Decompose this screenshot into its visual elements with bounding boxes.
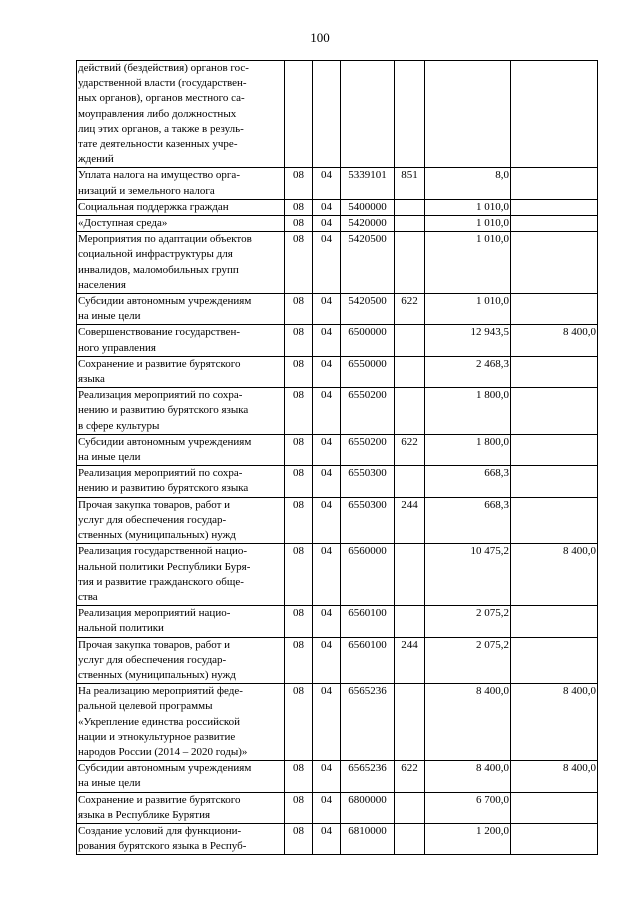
item-name-cell xyxy=(77,61,285,168)
subsection-code-cell xyxy=(313,199,341,215)
federal-amount-cell xyxy=(511,637,598,684)
amount-text: 8,0 xyxy=(495,169,509,182)
amount-text: 668,3 xyxy=(484,467,509,480)
page-number: 100 xyxy=(310,30,330,45)
amount-cell xyxy=(425,544,511,606)
section-code-cell xyxy=(285,434,313,465)
target-item-code-cell xyxy=(341,232,395,294)
section-code-cell xyxy=(285,466,313,497)
target-item-code-cell xyxy=(341,684,395,761)
section-code-text: 08 xyxy=(293,685,304,698)
subsection-code-text: 04 xyxy=(321,824,332,837)
table-row xyxy=(77,823,598,854)
target-item-code-cell xyxy=(341,199,395,215)
table-row xyxy=(77,761,598,792)
section-code-text: 08 xyxy=(293,217,304,230)
expense-type-code-cell xyxy=(395,466,425,497)
table-row xyxy=(77,792,598,823)
amount-cell xyxy=(425,823,511,854)
expense-type-code-cell xyxy=(395,294,425,325)
federal-amount-text: 8 400,0 xyxy=(563,545,596,558)
subsection-code-text: 04 xyxy=(321,498,332,511)
expense-type-code-cell xyxy=(395,684,425,761)
table-row xyxy=(77,544,598,606)
table-row xyxy=(77,356,598,387)
subsection-code-text: 04 xyxy=(321,233,332,246)
amount-text: 1 800,0 xyxy=(476,435,509,448)
section-code-cell xyxy=(285,823,313,854)
subsection-code-cell xyxy=(313,232,341,294)
target-item-code-cell xyxy=(341,388,395,435)
federal-amount-cell xyxy=(511,684,598,761)
target-item-code-text: 6550300 xyxy=(348,498,387,511)
expense-type-code-cell xyxy=(395,325,425,356)
subsection-code-cell xyxy=(313,466,341,497)
subsection-code-text: 04 xyxy=(321,685,332,698)
subsection-code-cell xyxy=(313,637,341,684)
expense-type-code-cell xyxy=(395,497,425,544)
item-name-text: Прочая закупка товаров, работ и услуг для обеспечения государ- ственных (муниципальных) нужд xyxy=(78,498,236,542)
federal-amount-cell xyxy=(511,168,598,199)
section-code-cell xyxy=(285,792,313,823)
item-name-text: Прочая закупка товаров, работ и услуг для обеспечения государ- ственных (муниципальных) нужд xyxy=(78,638,236,681)
expense-type-code-text: 622 xyxy=(401,762,418,775)
subsection-code-cell xyxy=(313,356,341,387)
section-code-cell xyxy=(285,761,313,792)
section-code-text: 08 xyxy=(293,545,304,558)
section-code-cell xyxy=(285,544,313,606)
amount-text: 2 075,2 xyxy=(476,607,509,620)
expense-type-code-cell xyxy=(395,356,425,387)
subsection-code-cell xyxy=(313,216,341,232)
subsection-code-text: 04 xyxy=(321,793,332,806)
target-item-code-cell xyxy=(341,792,395,823)
section-code-text: 08 xyxy=(293,793,304,806)
table-row xyxy=(77,325,598,356)
table-row xyxy=(77,466,598,497)
amount-cell xyxy=(425,61,511,168)
subsection-code-cell xyxy=(313,792,341,823)
federal-amount-cell xyxy=(511,199,598,215)
section-code-cell xyxy=(285,325,313,356)
table-row xyxy=(77,61,598,168)
section-code-text: 08 xyxy=(293,607,304,620)
section-code-text: 08 xyxy=(293,498,304,511)
amount-text: 12 943,5 xyxy=(470,326,509,339)
amount-text: 2 468,3 xyxy=(476,357,509,370)
amount-cell xyxy=(425,434,511,465)
amount-text: 6 700,0 xyxy=(476,793,509,806)
target-item-code-text: 6565236 xyxy=(348,685,387,698)
target-item-code-cell xyxy=(341,216,395,232)
item-name-cell xyxy=(77,388,285,435)
target-item-code-cell xyxy=(341,434,395,465)
target-item-code-cell xyxy=(341,294,395,325)
item-name-text: Субсидии автономным учреждениям на иные цели xyxy=(78,435,252,464)
amount-text: 1 200,0 xyxy=(476,824,509,837)
table-row xyxy=(77,637,598,684)
federal-amount-cell xyxy=(511,388,598,435)
target-item-code-cell xyxy=(341,637,395,684)
section-code-cell xyxy=(285,168,313,199)
amount-cell xyxy=(425,294,511,325)
item-name-text: Реализация мероприятий нацио- нальной политики xyxy=(78,607,231,635)
target-item-code-text: 6800000 xyxy=(348,793,387,806)
amount-cell xyxy=(425,792,511,823)
subsection-code-text: 04 xyxy=(321,295,332,308)
expense-type-code-cell xyxy=(395,792,425,823)
item-name-cell xyxy=(77,606,285,637)
amount-cell xyxy=(425,637,511,684)
subsection-code-cell xyxy=(313,434,341,465)
item-name-cell xyxy=(77,466,285,497)
target-item-code-cell xyxy=(341,168,395,199)
target-item-code-text: 6550300 xyxy=(348,467,387,480)
amount-cell xyxy=(425,684,511,761)
section-code-cell xyxy=(285,61,313,168)
amount-cell xyxy=(425,325,511,356)
expense-type-code-cell xyxy=(395,199,425,215)
amount-text: 8 400,0 xyxy=(476,685,509,698)
federal-amount-cell xyxy=(511,606,598,637)
target-item-code-text: 6810000 xyxy=(348,824,387,837)
target-item-code-text: 5420000 xyxy=(348,217,387,230)
amount-cell xyxy=(425,216,511,232)
item-name-text: Уплата налога на имущество орга- низаций и земельного налога xyxy=(78,169,240,197)
subsection-code-text: 04 xyxy=(321,389,332,402)
subsection-code-text: 04 xyxy=(321,200,332,213)
expense-type-code-cell xyxy=(395,434,425,465)
target-item-code-text: 6560000 xyxy=(348,545,387,558)
item-name-text: Реализация мероприятий по сохра- нению и развитию бурятского языка в сфере культуры xyxy=(78,389,249,432)
table-row xyxy=(77,199,598,215)
item-name-cell xyxy=(77,294,285,325)
subsection-code-cell xyxy=(313,61,341,168)
target-item-code-cell xyxy=(341,356,395,387)
section-code-cell xyxy=(285,637,313,684)
federal-amount-cell xyxy=(511,325,598,356)
subsection-code-cell xyxy=(313,823,341,854)
federal-amount-cell xyxy=(511,232,598,294)
section-code-cell xyxy=(285,684,313,761)
item-name-text: Субсидии автономным учреждениям на иные цели xyxy=(78,762,252,790)
amount-text: 1 010,0 xyxy=(476,217,509,230)
subsection-code-cell xyxy=(313,684,341,761)
item-name-cell xyxy=(77,497,285,544)
subsection-code-text: 04 xyxy=(321,326,332,339)
subsection-code-text: 04 xyxy=(321,435,332,448)
section-code-cell xyxy=(285,356,313,387)
section-code-text: 08 xyxy=(293,200,304,213)
table-row xyxy=(77,684,598,761)
section-code-cell xyxy=(285,606,313,637)
item-name-text: На реализацию мероприятий феде- ральной целевой программы «Укрепление единства российской нации и этнокультурное развитие народов России (2014 – 2020 годы)» xyxy=(78,685,248,758)
federal-amount-cell xyxy=(511,792,598,823)
section-code-text: 08 xyxy=(293,435,304,448)
item-name-cell xyxy=(77,216,285,232)
section-code-cell xyxy=(285,199,313,215)
table-row xyxy=(77,168,598,199)
section-code-cell xyxy=(285,216,313,232)
target-item-code-text: 6560100 xyxy=(348,607,387,620)
expense-type-code-cell xyxy=(395,168,425,199)
amount-cell xyxy=(425,466,511,497)
section-code-text: 08 xyxy=(293,389,304,402)
expense-type-code-cell xyxy=(395,388,425,435)
target-item-code-cell xyxy=(341,544,395,606)
section-code-cell xyxy=(285,294,313,325)
table-row xyxy=(77,232,598,294)
expense-type-code-text: 851 xyxy=(401,169,418,182)
amount-text: 1 010,0 xyxy=(476,200,509,213)
target-item-code-text: 5400000 xyxy=(348,200,387,213)
amount-cell xyxy=(425,497,511,544)
table-row xyxy=(77,497,598,544)
expense-type-code-text: 244 xyxy=(401,638,418,651)
section-code-text: 08 xyxy=(293,638,304,651)
target-item-code-cell xyxy=(341,61,395,168)
item-name-cell xyxy=(77,544,285,606)
amount-text: 10 475,2 xyxy=(470,545,509,558)
expense-type-code-cell xyxy=(395,544,425,606)
federal-amount-cell xyxy=(511,294,598,325)
subsection-code-cell xyxy=(313,325,341,356)
item-name-text: Реализация мероприятий по сохра- нению и развитию бурятского языка xyxy=(78,467,249,495)
item-name-cell xyxy=(77,637,285,684)
section-code-cell xyxy=(285,388,313,435)
amount-text: 1 800,0 xyxy=(476,389,509,402)
subsection-code-cell xyxy=(313,761,341,792)
subsection-code-cell xyxy=(313,497,341,544)
table-row xyxy=(77,388,598,435)
subsection-code-cell xyxy=(313,544,341,606)
item-name-text: Совершенствование государствен- ного управления xyxy=(78,326,241,354)
expense-type-code-cell xyxy=(395,216,425,232)
item-name-text: Мероприятия по адаптации объектов социальной инфраструктуры для инвалидов, маломобильных групп населения xyxy=(78,233,252,291)
item-name-cell xyxy=(77,168,285,199)
federal-amount-text: 8 400,0 xyxy=(563,326,596,339)
item-name-text: Сохранение и развитие бурятского языка в Республике Бурятия xyxy=(78,793,241,821)
federal-amount-cell xyxy=(511,356,598,387)
expense-type-code-cell xyxy=(395,61,425,168)
expense-type-code-cell xyxy=(395,606,425,637)
target-item-code-text: 6550200 xyxy=(348,389,387,402)
item-name-cell xyxy=(77,232,285,294)
item-name-cell xyxy=(77,199,285,215)
section-code-cell xyxy=(285,232,313,294)
federal-amount-cell xyxy=(511,761,598,792)
item-name-text: действий (бездействия) органов гос- ударственной власти (государствен- ных органов), органов местного са- моуправления либо должностных лиц этих органов, а также в резуль- тате деятельности казенных учре- ждений xyxy=(78,62,249,166)
amount-text: 1 010,0 xyxy=(476,295,509,308)
federal-amount-text: 8 400,0 xyxy=(563,762,596,775)
item-name-cell xyxy=(77,325,285,356)
target-item-code-text: 6550000 xyxy=(348,357,387,370)
expense-type-code-text: 622 xyxy=(401,295,418,308)
section-code-text: 08 xyxy=(293,467,304,480)
federal-amount-cell xyxy=(511,823,598,854)
target-item-code-text: 5339101 xyxy=(348,169,387,182)
subsection-code-text: 04 xyxy=(321,545,332,558)
federal-amount-cell xyxy=(511,544,598,606)
target-item-code-cell xyxy=(341,497,395,544)
table-row xyxy=(77,434,598,465)
target-item-code-text: 6500000 xyxy=(348,326,387,339)
amount-text: 1 010,0 xyxy=(476,233,509,246)
subsection-code-text: 04 xyxy=(321,638,332,651)
target-item-code-text: 6550200 xyxy=(348,435,387,448)
amount-cell xyxy=(425,761,511,792)
section-code-text: 08 xyxy=(293,762,304,775)
target-item-code-cell xyxy=(341,823,395,854)
table-row xyxy=(77,216,598,232)
expense-type-code-cell xyxy=(395,761,425,792)
target-item-code-text: 5420500 xyxy=(348,233,387,246)
section-code-text: 08 xyxy=(293,357,304,370)
item-name-cell xyxy=(77,761,285,792)
amount-cell xyxy=(425,232,511,294)
expense-type-code-cell xyxy=(395,232,425,294)
target-item-code-cell xyxy=(341,466,395,497)
budget-table xyxy=(76,60,598,855)
table-body xyxy=(77,61,598,855)
target-item-code-text: 6560100 xyxy=(348,638,387,651)
item-name-cell xyxy=(77,823,285,854)
subsection-code-text: 04 xyxy=(321,607,332,620)
item-name-cell xyxy=(77,356,285,387)
amount-text: 668,3 xyxy=(484,498,509,511)
item-name-text: «Доступная среда» xyxy=(78,217,168,230)
amount-cell xyxy=(425,356,511,387)
federal-amount-cell xyxy=(511,61,598,168)
amount-cell xyxy=(425,199,511,215)
amount-text: 8 400,0 xyxy=(476,762,509,775)
table-row xyxy=(77,294,598,325)
subsection-code-text: 04 xyxy=(321,467,332,480)
target-item-code-cell xyxy=(341,606,395,637)
subsection-code-text: 04 xyxy=(321,357,332,370)
federal-amount-cell xyxy=(511,466,598,497)
expense-type-code-text: 622 xyxy=(401,435,418,448)
item-name-text: Субсидии автономным учреждениям на иные цели xyxy=(78,295,252,323)
target-item-code-text: 5420500 xyxy=(348,295,387,308)
federal-amount-cell xyxy=(511,497,598,544)
section-code-text: 08 xyxy=(293,169,304,182)
table-row xyxy=(77,606,598,637)
section-code-text: 08 xyxy=(293,233,304,246)
expense-type-code-cell xyxy=(395,637,425,684)
section-code-text: 08 xyxy=(293,295,304,308)
amount-cell xyxy=(425,388,511,435)
federal-amount-text: 8 400,0 xyxy=(563,685,596,698)
item-name-cell xyxy=(77,792,285,823)
amount-text: 2 075,2 xyxy=(476,638,509,651)
subsection-code-text: 04 xyxy=(321,217,332,230)
item-name-cell xyxy=(77,434,285,465)
subsection-code-text: 04 xyxy=(321,169,332,182)
expense-type-code-text: 244 xyxy=(401,498,418,511)
amount-cell xyxy=(425,168,511,199)
item-name-cell xyxy=(77,684,285,761)
section-code-text: 08 xyxy=(293,326,304,339)
subsection-code-cell xyxy=(313,606,341,637)
amount-cell xyxy=(425,606,511,637)
item-name-text: Реализация государственной нацио- нальной политики Республики Буря- тия и развитие гражданского обще- ства xyxy=(78,545,251,603)
target-item-code-cell xyxy=(341,325,395,356)
item-name-text: Социальная поддержка граждан xyxy=(78,200,229,213)
item-name-text: Сохранение и развитие бурятского языка xyxy=(78,357,241,386)
section-code-cell xyxy=(285,497,313,544)
subsection-code-cell xyxy=(313,294,341,325)
subsection-code-text: 04 xyxy=(321,762,332,775)
target-item-code-cell xyxy=(341,761,395,792)
subsection-code-cell xyxy=(313,168,341,199)
section-code-text: 08 xyxy=(293,824,304,837)
item-name-text: Создание условий для функциони- рования бурятского языка в Респуб- xyxy=(78,824,247,853)
target-item-code-text: 6565236 xyxy=(348,762,387,775)
federal-amount-cell xyxy=(511,434,598,465)
expense-type-code-cell xyxy=(395,823,425,854)
subsection-code-cell xyxy=(313,388,341,435)
federal-amount-cell xyxy=(511,216,598,232)
